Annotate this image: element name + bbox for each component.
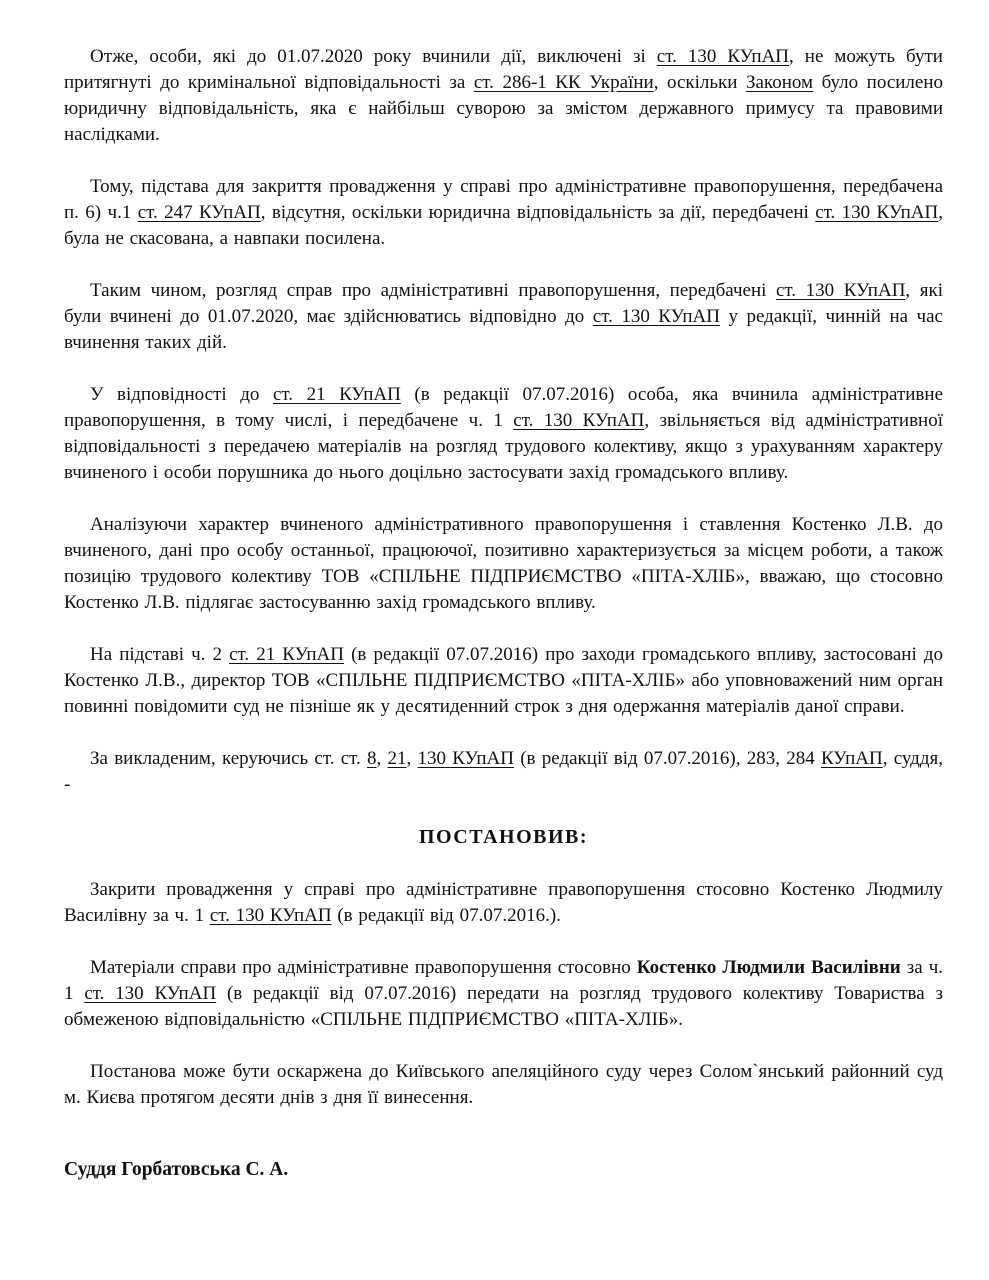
text-run: , суддя, - — [64, 748, 949, 795]
text-run: , — [406, 748, 418, 769]
paragraph — [64, 174, 949, 252]
text-run: , була не скасована, а навпаки посилена. — [64, 202, 949, 249]
underlined-citation: Законом — [745, 72, 814, 93]
paragraph — [64, 746, 949, 798]
judge-signature: Суддя Горбатовська С. А. — [64, 1159, 289, 1180]
paragraph — [64, 955, 949, 1033]
text-run: , відсутня, оскільки юридична відповідальність за дії, передбачені — [260, 202, 816, 223]
paragraph — [64, 1059, 949, 1111]
underlined-citation: ст. 21 КУпАП — [229, 644, 344, 665]
paragraph — [64, 278, 949, 356]
text-run: , звільняється від адміністративної відповідальності з передачею матеріалів на розгляд трудового колективу, якщо з урахуванням характеру вчиненого і особи порушника до нього доцільно застосувати захід громадського впливу. — [64, 410, 949, 483]
text-run: Отже, особи, які до 01.07.2020 року вчинили дії, виключені зі — [90, 46, 657, 67]
underlined-citation: ст. 130 КУпАП — [84, 983, 217, 1004]
bold-text: Костенко Людмили Василівни — [636, 957, 901, 978]
text-run: Аналізуючи характер вчиненого адміністративного правопорушення і ставлення Костенко Л.В. до вчиненого, дані про особу останньої, працюючої, позитивно характеризується за місцем роботи, а також позицію трудового колективу ТОВ «СПІЛЬНЕ ПІДПРИЄМСТВО «ПІТА-ХЛІБ», вважаю, що стосовно Костенко Л.В. підлягає застосуванню захід громадського впливу. — [64, 514, 949, 613]
paragraph — [64, 642, 949, 720]
underlined-citation: 21 — [387, 748, 407, 769]
text-run: , — [376, 748, 388, 769]
underlined-citation: ст. 130 КУпАП — [656, 46, 790, 67]
text-run: (в редакції від 07.07.2016) передати на розгляд трудового колективу Товариства з обмеженою відповідальністю «СПІЛЬНЕ ПІДПРИЄМСТВО «ПІТА-ХЛІБ». — [64, 983, 949, 1030]
text-run: За викладеним, керуючись ст. ст. — [90, 748, 368, 769]
underlined-citation: ст. 130 КУпАП — [592, 306, 720, 327]
text-run: , оскільки — [653, 72, 746, 93]
text-run: (в редакції 07.07.2016) особа, яка вчинила адміністративне правопорушення, в тому числі, і передбачене ч. 1 — [64, 384, 949, 431]
text-run: (в редакції 07.07.2016) про заходи громадського впливу, застосовані до Костенко Л.В., директор ТОВ «СПІЛЬНЕ ПІДПРИЄМСТВО «ПІТА-ХЛІБ» або уповноважений ним орган повинні повідомити суд не пізніше як у десятиденний строк з дня одержання матеріалів даної справи. — [64, 644, 949, 717]
text-run: за ч. 1 — [64, 957, 949, 1004]
underlined-citation: ст. 130 КУпАП — [815, 202, 939, 223]
underlined-citation: ст. 21 КУпАП — [272, 384, 401, 405]
text-run: Таким чином, розгляд справ про адміністративні правопорушення, передбачені — [90, 280, 776, 301]
text-run: Закрити провадження у справі про адміністративне правопорушення стосовно Костенко Людмилу Василівну за ч. 1 — [64, 879, 949, 926]
underlined-citation: 8 — [367, 748, 377, 769]
text-run: У відповідності до — [90, 384, 273, 405]
underlined-citation: ст. 130 КУпАП — [776, 280, 906, 301]
underlined-citation: ст. 247 КУпАП — [137, 202, 261, 223]
paragraph — [64, 512, 949, 616]
underlined-citation: 130 КУпАП — [417, 748, 514, 769]
underlined-citation: ст. 130 КУпАП — [209, 905, 332, 926]
text-run: у редакції, чинній на час вчинення таких дій. — [64, 306, 949, 353]
text-run: , які були вчинені до 01.07.2020, має здійснюватись відповідно до — [64, 280, 949, 327]
paragraph — [64, 382, 949, 486]
text-run: (в редакції від 07.07.2016.). — [331, 905, 561, 926]
underlined-citation: ст. 130 КУпАП — [513, 410, 645, 431]
underlined-citation: ст. 286-1 КК України — [473, 72, 654, 93]
resolution-heading: ПОСТАНОВИВ: — [418, 826, 589, 848]
reasoning-section — [64, 44, 949, 798]
resolution-section — [64, 877, 949, 1111]
text-run: було посилено юридичну відповідальність, яка є найбільш суворою за змістом державного примусу та правовими наслідками. — [64, 72, 949, 145]
paragraph — [64, 877, 949, 929]
text-run: На підставі ч. 2 — [90, 644, 230, 665]
text-run: Матеріали справи про адміністративне правопорушення стосовно — [90, 957, 637, 978]
text-run: Тому, підстава для закриття провадження у справі про адміністративне правопорушення, передбачена п. 6) ч.1 — [64, 176, 949, 223]
text-run: (в редакції від 07.07.2016), 283, 284 — [513, 748, 822, 769]
paragraph — [64, 44, 949, 148]
text-run: , не можуть бути притягнуті до кримінальної відповідальності за — [64, 46, 949, 93]
text-run: Постанова може бути оскаржена до Київського апеляційного суду через Солом`янський районний суд м. Києва протягом десяти днів з дня її винесення. — [64, 1061, 949, 1108]
underlined-citation: КУпАП — [821, 748, 883, 769]
